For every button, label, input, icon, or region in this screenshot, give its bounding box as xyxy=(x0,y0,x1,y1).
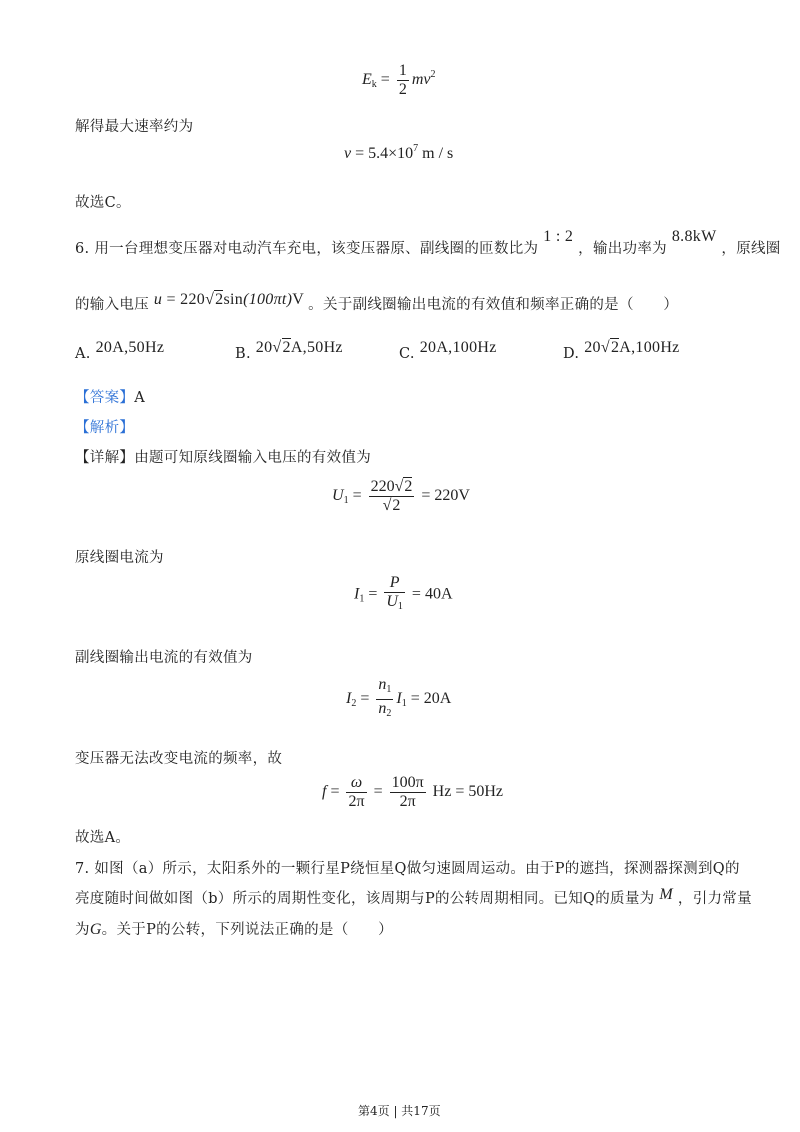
i1-symbol: I xyxy=(354,585,360,603)
analysis-label: 【解析】 xyxy=(75,420,135,436)
f-num1: ω xyxy=(350,774,363,791)
u1-num-value: 220 xyxy=(370,478,395,495)
f-den1: 2π xyxy=(348,793,365,810)
u-amplitude: = 220 xyxy=(166,291,206,308)
option-b xyxy=(235,339,343,362)
option-a xyxy=(75,339,165,362)
i2-mid-subscript: 1 xyxy=(401,698,407,710)
u-sqrt-content: 2 xyxy=(215,291,224,308)
option-c-value: 20A,100Hz xyxy=(419,339,497,356)
option-d-letter: D. xyxy=(563,346,580,362)
i1-denominator xyxy=(384,592,405,616)
i2-fraction xyxy=(376,676,393,723)
i2-subscript: 2 xyxy=(351,698,357,710)
q6-line1 xyxy=(75,228,781,258)
u-symbol: u xyxy=(153,291,163,308)
exponent: 2 xyxy=(430,69,436,81)
u1-subscript: 1 xyxy=(343,495,349,507)
formula-kinetic-energy xyxy=(362,62,435,99)
q7-line2 xyxy=(75,887,752,908)
q7-text-3a: 为 xyxy=(75,922,90,938)
answer-line xyxy=(75,386,145,407)
formula-i1: $I_1$ = $\frac{P}{U_1}$ = 40A xyxy=(354,574,453,616)
u1-den-sqrt: 2 xyxy=(392,497,401,514)
fraction-denominator: 2 xyxy=(398,81,407,98)
i1-result: = 40A xyxy=(411,585,453,603)
q7-text-2a: 亮度随时间做如图（b）所示的周期性变化，该周期与P的公转周期相同。已知Q的质量为 xyxy=(75,891,655,907)
i2-numerator xyxy=(376,676,393,699)
option-d-value: 20√2A,100Hz xyxy=(584,339,680,356)
q6-power: 8.8kW xyxy=(671,228,717,245)
q7-text-2b: ，引力常量 xyxy=(677,891,752,907)
option-d xyxy=(563,339,680,362)
q6-text-a: 6. 用一台理想变压器对电动汽车充电，该变压器原、副线圈的匝数比为 xyxy=(75,241,539,257)
i2-mid-symbol: I xyxy=(396,690,402,708)
q6-ratio: 1 : 2 xyxy=(543,228,574,245)
f-fraction-2 xyxy=(390,774,426,811)
q7-line3 xyxy=(75,918,393,939)
i1-numerator: P xyxy=(389,574,400,591)
option-b-value: 20√2A,50Hz xyxy=(255,339,343,356)
option-b-coef: 20 xyxy=(255,339,273,356)
u1-numerator: 220√2 xyxy=(370,478,413,495)
u-argument: (100πt) xyxy=(243,291,293,308)
u-unit: V xyxy=(292,291,304,308)
page-footer: 第4页 | 共17页 xyxy=(358,1104,441,1118)
fraction-numerator: 1 xyxy=(398,62,407,79)
v-exponent: 7 xyxy=(413,143,419,154)
answer-label: 【答案】 xyxy=(75,390,135,406)
detail-label: 【详解】 xyxy=(75,450,135,466)
option-b-rest: A,50Hz xyxy=(290,339,343,356)
q6-line2 xyxy=(75,293,678,314)
f-fraction-1 xyxy=(346,774,366,811)
i1-den-subscript: 1 xyxy=(397,601,403,612)
i2-result: = 20A xyxy=(410,690,452,708)
v-unit: m / s xyxy=(422,145,454,162)
formula-velocity xyxy=(344,143,453,163)
formula-u1: $U_1$ = $\frac{220√2}{√2}$ = 220V xyxy=(332,478,470,514)
voltage-formula: u = 220√2sin(100πt)V xyxy=(153,291,304,308)
answer-value: A xyxy=(134,390,145,406)
f-result: Hz = 50Hz xyxy=(432,783,504,801)
ek-subscript: k xyxy=(371,79,377,91)
f-num2: 100π xyxy=(391,774,424,791)
v-value: = 5.4×10 xyxy=(355,145,414,162)
i1-subscript: 1 xyxy=(359,593,365,605)
q6-text-b: ，输出功率为 xyxy=(578,241,667,257)
text-frequency: 变压器无法改变电流的频率，故 xyxy=(75,751,283,767)
u1-symbol: U xyxy=(332,487,344,505)
f-symbol: f xyxy=(322,783,327,801)
f-den2: 2π xyxy=(390,792,426,811)
option-c-letter: C. xyxy=(399,346,415,362)
q7-text-3b: 。关于P的公转，下列说法正确的是（ ） xyxy=(101,922,393,938)
i2-num-symbol: n xyxy=(378,676,387,693)
u1-denominator: √2 xyxy=(369,496,415,515)
i2-den-subscript: 2 xyxy=(386,708,392,719)
q6-text-d: 的输入电压 xyxy=(75,297,149,313)
i2-denominator xyxy=(376,699,393,723)
i2-num-subscript: 1 xyxy=(386,684,392,695)
u1-fraction xyxy=(369,478,415,515)
detail-text: 由题可知原线圈输入电压的有效值为 xyxy=(134,450,372,466)
text-choose-a: 故选A。 xyxy=(75,830,131,846)
option-d-rest: A,100Hz xyxy=(619,339,680,356)
q7-gravity-symbol: G xyxy=(89,921,102,938)
q6-text-e: 。关于副线圈输出电流的有效值和频率正确的是（ ） xyxy=(308,297,679,313)
u-sin: sin xyxy=(223,291,244,308)
u1-result: = 220V xyxy=(421,487,470,505)
option-d-sqrt: 2 xyxy=(610,339,620,356)
text-solve-speed: 解得最大速率约为 xyxy=(75,119,194,135)
option-c xyxy=(399,339,497,362)
i1-den-symbol: U xyxy=(386,593,398,610)
q7-line1: 7. 如图（a）所示，太阳系外的一颗行星P绕恒星Q做匀速圆周运动。由于P的遮挡，探测器探测到Q的 xyxy=(75,861,740,877)
mv-term: mv xyxy=(411,71,431,89)
u1-num-sqrt: 2 xyxy=(404,478,413,495)
q7-mass-symbol: M xyxy=(659,886,673,903)
ek-symbol: E xyxy=(362,71,372,89)
text-choose-c: 故选C。 xyxy=(75,195,131,211)
i2-den-symbol: n xyxy=(378,700,387,717)
q6-text-c: ，原线圈 xyxy=(721,241,781,257)
equals-sign: = xyxy=(380,71,390,89)
option-b-letter: B. xyxy=(235,346,251,362)
option-b-sqrt: 2 xyxy=(282,339,291,356)
option-a-letter: A. xyxy=(75,346,91,362)
fraction-half xyxy=(397,62,409,99)
option-a-value: 20A,50Hz xyxy=(95,339,165,356)
detail-line xyxy=(75,446,371,467)
text-secondary-current: 副线圈输出电流的有效值为 xyxy=(75,650,253,666)
option-d-coef: 20 xyxy=(584,339,601,356)
formula-i2: $I_2$ = $\frac{n_1}{n_2}$ $I_1 = 20A$ xyxy=(346,676,451,723)
formula-frequency: f = $\frac{\omega}{2\pi}$ = $\frac{100\pi}{2\pi}$ Hz = 50Hz xyxy=(322,774,504,810)
text-primary-current: 原线圈电流为 xyxy=(75,550,164,566)
i2-symbol: I xyxy=(346,690,352,708)
i1-fraction xyxy=(384,574,405,616)
v-symbol: v xyxy=(344,145,352,162)
